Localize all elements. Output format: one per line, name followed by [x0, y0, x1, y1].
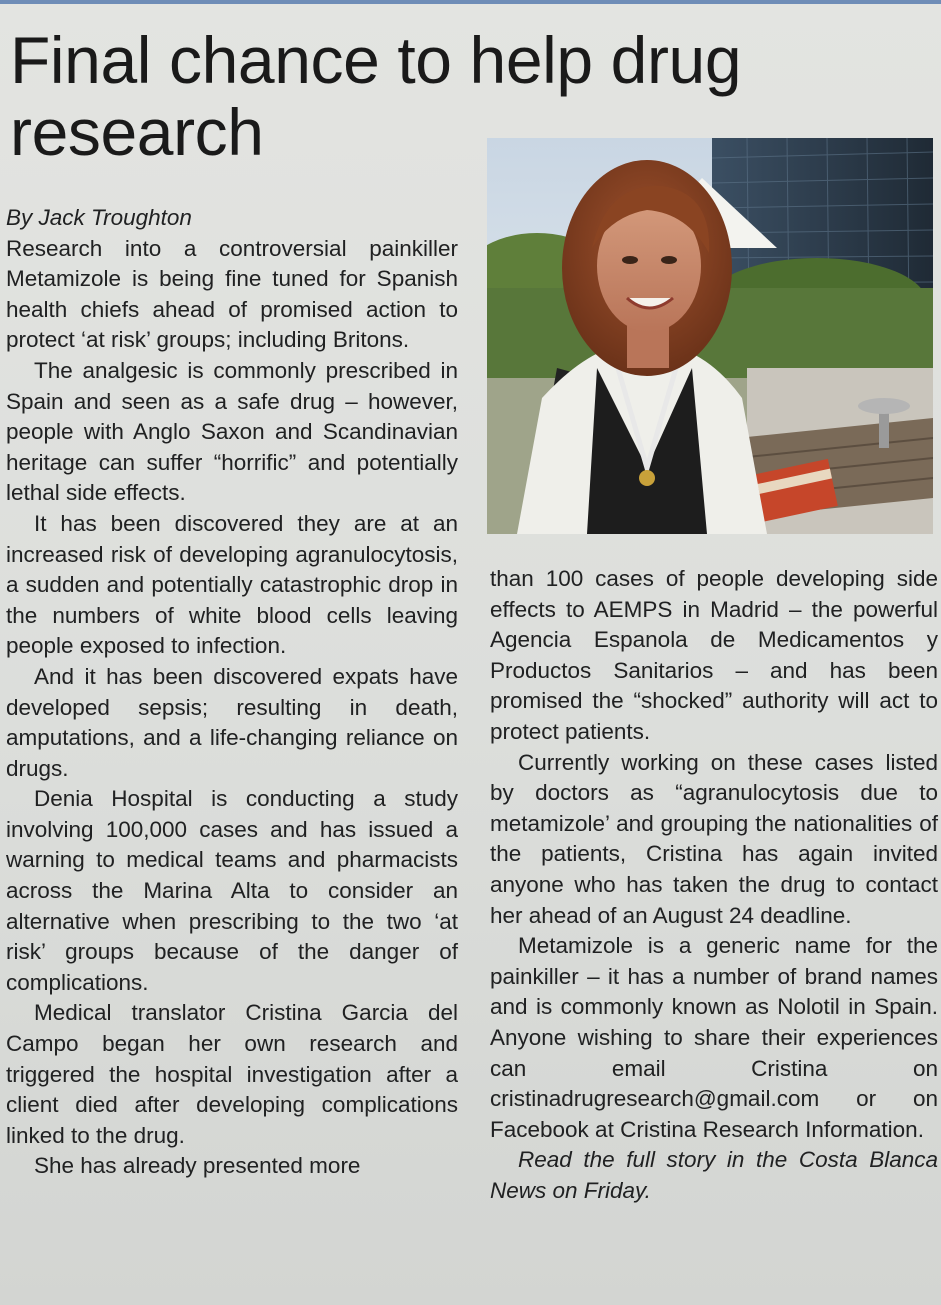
paragraph: Research into a controversial painkiller Metamizole is being fine tuned for Spanish health chiefs ahead of promised action to protect ‘at risk’ groups; including Britons. [6, 235, 458, 353]
paragraph: The analgesic is commonly prescribed in Spain and seen as a safe drug – however, people with Anglo Saxon and Scandinavian heritage can suffer “horrific” and potentially lethal side effects. [6, 357, 458, 506]
paragraph: Medical translator Cristina Garcia del Campo began her own research and triggered the hospital investigation after a client died after developing complications linked to the drug. [6, 1000, 458, 1148]
headline: Final chance to help drug research [10, 23, 742, 169]
read-more-note: Read the full story in the Costa Blanca News on Friday. [490, 1147, 938, 1203]
photo-woman-selfie [487, 138, 933, 534]
paragraph: Currently working on these cases listed by doctors as “agranulocytosis due to metamizole’ and grouping the nationalities of the patients, Cristina has again invited anyone who has taken the drug to contact her ahead of an August 24 deadline. [490, 749, 938, 928]
paragraph: Metamizole is a generic name for the painkiller – it has a number of brand names and is commonly known as Nolotil in Spain. Anyone wishing to share their experiences can email Cristina on cristinadrugresearch@gmail.com or on Facebook at Cristina Research Information. [490, 933, 938, 1142]
paragraph: And it has been discovered expats have developed sepsis; resulting in death, amputations, and a life-changing reliance on drugs. [6, 663, 458, 781]
paragraph: than 100 cases of people developing side effects to AEMPS in Madrid – the powerful Agencia Espanola de Medicamentos y Productos Sanitarios – and has been promised the “shocked” authority will act to protect patients. [490, 566, 938, 744]
article-column-right [490, 564, 938, 1206]
photo-illustration [487, 138, 933, 534]
paragraph: Denia Hospital is conducting a study involving 100,000 cases and has issued a warning to medical teams and pharmacists across the Marina Alta to consider an alternative when prescribing to the two ‘at risk’ groups because of the danger of complications. [6, 786, 458, 995]
byline: By Jack Troughton [6, 205, 192, 230]
paragraph: She has already presented more [34, 1153, 361, 1179]
article-column-left [6, 203, 458, 1182]
top-rule [0, 0, 941, 4]
paragraph: It has been discovered they are at an increased risk of developing agranulocytosis, a sudden and potentially catastrophic drop in the numbers of white blood cells leaving people exposed to infection. [6, 510, 458, 659]
